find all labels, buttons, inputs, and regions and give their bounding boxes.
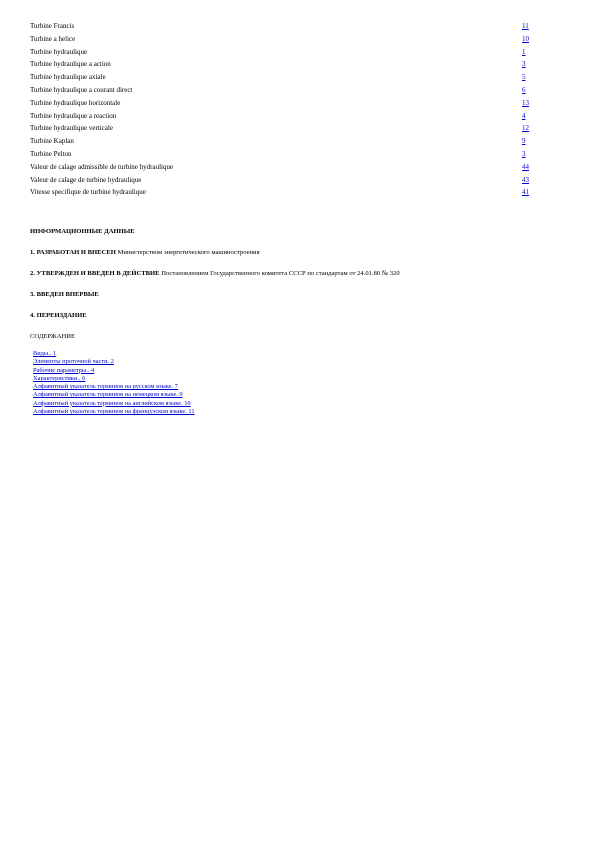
index-row <box>30 33 540 46</box>
index-page-cell <box>522 135 540 148</box>
index-term: Turbine hydraulique <box>30 47 88 56</box>
index-page-cell <box>522 122 540 135</box>
index-page-cell <box>522 186 540 199</box>
index-page-cell <box>522 97 540 110</box>
info-heading: ИНФОРМАЦИОННЫЕ ДАННЫЕ <box>30 228 135 235</box>
toc-entry <box>33 383 195 391</box>
index-page-cell <box>522 148 540 161</box>
index-term: Turbine hydraulique a courant direct <box>30 85 133 94</box>
index-page-link[interactable]: 41 <box>522 188 529 197</box>
index-term: Turbine hydraulique a action <box>30 60 111 69</box>
info-item-1-label: 1. РАЗРАБОТАН И ВНЕСЕН <box>30 249 116 256</box>
index-page-cell <box>522 71 540 84</box>
toc-entry <box>33 400 195 408</box>
index-term: Turbine a helice <box>30 34 76 43</box>
info-item-4: 4. ПЕРЕИЗДАНИЕ <box>30 312 87 319</box>
index-term: Turbine hydraulique axiale <box>30 73 106 82</box>
index-page-link[interactable]: 4 <box>522 111 526 120</box>
index-page-link[interactable]: 3 <box>522 60 526 69</box>
index-row <box>30 58 540 71</box>
toc-entry <box>33 358 195 366</box>
toc-link[interactable]: Элементы проточной части. 2 <box>33 358 114 366</box>
index-page-cell <box>522 110 540 123</box>
index-row <box>30 20 540 33</box>
index-page-link[interactable]: 13 <box>522 98 529 107</box>
toc-link[interactable]: Алфавитный указатель терминов на русском языке. 7 <box>33 383 178 391</box>
toc-link[interactable]: Алфавитный указатель терминов на немецком языке. 9 <box>33 391 183 399</box>
index-page-link[interactable]: 44 <box>522 162 529 171</box>
index-page-cell <box>522 161 540 174</box>
index-page-link[interactable]: 11 <box>522 22 529 30</box>
index-page-link[interactable]: 6 <box>522 85 526 94</box>
index-page-link[interactable]: 9 <box>522 137 526 146</box>
info-item-3: 3. ВВЕДЕН ВПЕРВЫЕ <box>30 291 99 298</box>
index-page-link[interactable]: 1 <box>522 47 526 56</box>
info-item-2-text: Постановлением Государственного комитета СССР по стандартам от 24.01.80 № 320 <box>161 270 400 277</box>
index-page-cell <box>522 33 540 46</box>
index-page-cell <box>522 46 540 59</box>
index-page-cell <box>522 84 540 97</box>
toc-link[interactable]: Виды.. 1 <box>33 350 57 357</box>
index-row <box>30 71 540 84</box>
info-item-2-label: 2. УТВЕРЖДЕН И ВВЕДЕН В ДЕЙСТВИЕ <box>30 270 160 277</box>
index-term: Turbine Francis <box>30 22 75 30</box>
toc-link[interactable]: Характеристики.. 6 <box>33 374 86 382</box>
index-row <box>30 84 540 97</box>
index-page-cell <box>522 20 540 33</box>
index-row <box>30 174 540 187</box>
toc-link[interactable]: Рабочие параметры.. 4 <box>33 366 95 374</box>
index-page-cell <box>522 58 540 71</box>
index-page-cell <box>522 174 540 187</box>
french-term-index <box>30 20 540 199</box>
table-of-contents <box>33 350 195 416</box>
info-item-2 <box>30 269 570 279</box>
index-body <box>30 20 540 199</box>
index-row <box>30 161 540 174</box>
index-page-link[interactable]: 12 <box>522 124 529 133</box>
info-item-1-text: Министерством энергетического машиностроения <box>117 249 260 256</box>
index-term: Vitesse specifique de turbine hydraulique <box>30 188 146 197</box>
index-page-link[interactable]: 43 <box>522 175 529 184</box>
index-term: Valeur de calage de turbine hydraulique <box>30 175 142 184</box>
toc-link[interactable]: Алфавитный указатель терминов на английском языке. 10 <box>33 399 191 407</box>
index-row <box>30 122 540 135</box>
index-row <box>30 186 540 199</box>
index-row <box>30 110 540 123</box>
index-row <box>30 46 540 59</box>
index-row <box>30 97 540 110</box>
index-row <box>30 135 540 148</box>
information-data <box>30 227 570 342</box>
index-page-link[interactable]: 10 <box>522 34 529 43</box>
index-term: Turbine Pelton <box>30 149 72 158</box>
index-page-link[interactable]: 5 <box>522 73 526 82</box>
index-term: Turbine hydraulique horizontale <box>30 98 121 107</box>
toc-heading: СОДЕРЖАНИЕ <box>30 333 76 340</box>
toc-entry <box>33 375 195 383</box>
toc-entry <box>33 350 195 358</box>
index-term: Turbine hydraulique a reaction <box>30 111 117 120</box>
index-row <box>30 148 540 161</box>
toc-entry <box>33 367 195 375</box>
index-term: Turbine Kaplan <box>30 137 74 146</box>
toc-entry <box>33 408 195 416</box>
index-term: Valeur de calage admissible de turbine hydraulique <box>30 162 174 171</box>
toc-entry <box>33 391 195 399</box>
index-page-link[interactable]: 3 <box>522 149 526 158</box>
toc-link[interactable]: Алфавитный указатель терминов на французском языке. 11 <box>33 408 195 416</box>
index-term: Turbine hydraulique verticale <box>30 124 113 133</box>
info-item-1 <box>30 248 570 258</box>
